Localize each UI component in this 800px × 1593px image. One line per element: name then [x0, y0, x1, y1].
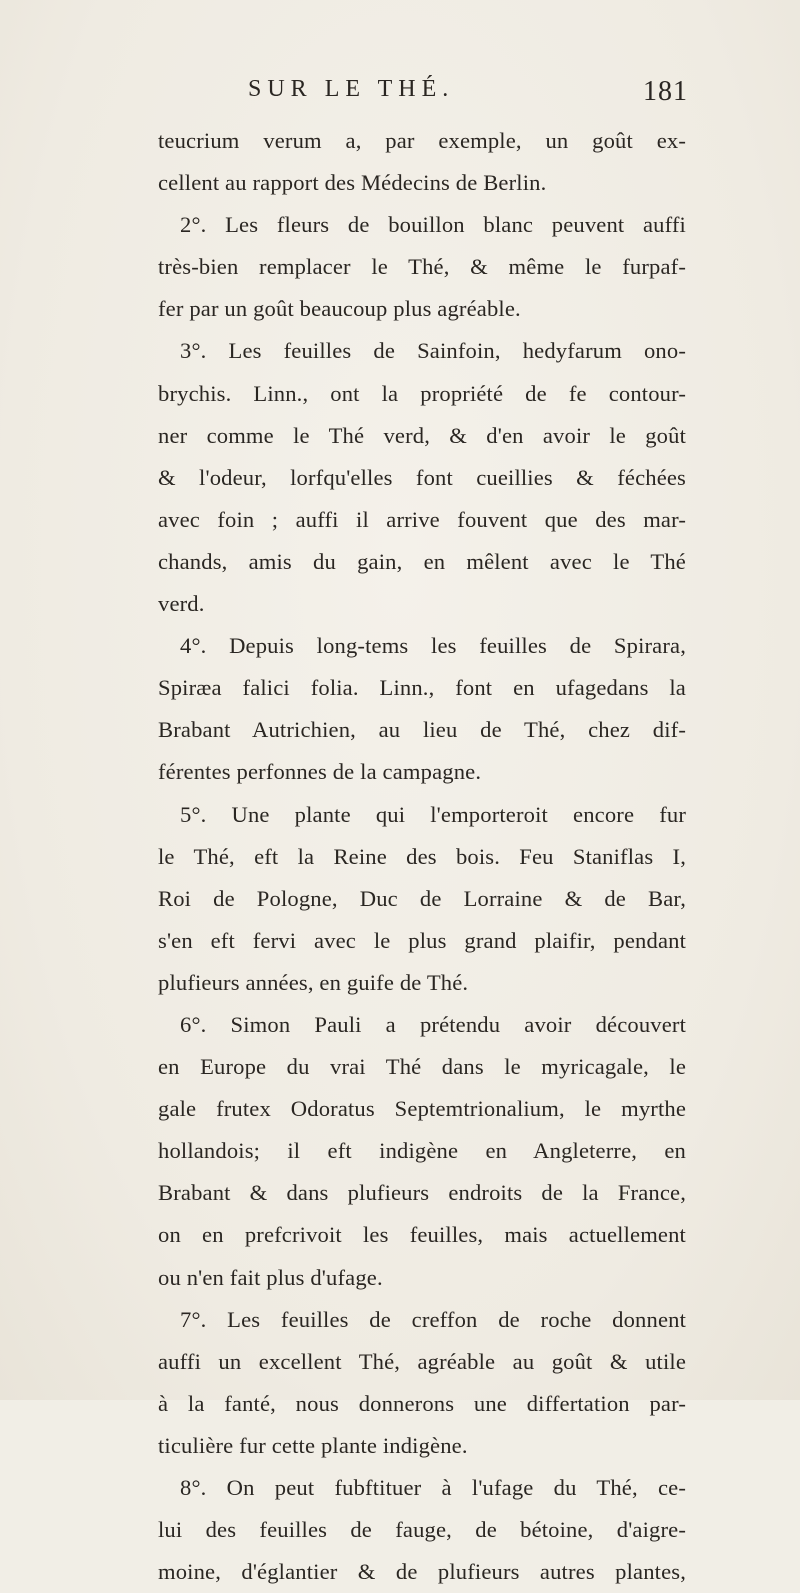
body-text: [158, 120, 686, 1593]
text-line: le Thé, eft la Reine des bois. Feu Staniflas I,: [158, 843, 686, 869]
text-line: Spiræa falici folia. Linn., font en ufagedans la: [158, 675, 686, 701]
text-line: moine, d'églantier & de plufieurs autres plantes,: [158, 1559, 686, 1585]
text-line: 2°. Les fleurs de bouillon blanc peuvent auffi: [180, 212, 686, 238]
text-line: gale frutex Odoratus Septemtrionalium, le myrthe: [158, 1096, 686, 1122]
text-line: 5°. Une plante qui l'emporteroit encore fur: [180, 801, 686, 827]
text-line: cellent au rapport des Médecins de Berlin.: [158, 170, 547, 196]
text-line: & l'odeur, lorfqu'elles font cueillies & féchées: [158, 464, 686, 490]
text-line: Brabant & dans plufieurs endroits de la France,: [158, 1180, 686, 1206]
text-line: férentes perfonnes de la campagne.: [158, 759, 482, 785]
text-line: 6°. Simon Pauli a prétendu avoir découvert: [180, 1011, 686, 1037]
text-line: chands, amis du gain, en mêlent avec le Thé: [158, 548, 686, 574]
text-line: s'en eft fervi avec le plus grand plaifir, pendant: [158, 927, 686, 953]
text-line: très-bien remplacer le Thé, & même le furpaf-: [158, 254, 686, 280]
text-line: on en prefcrivoit les feuilles, mais actuellement: [158, 1222, 686, 1248]
text-line: verd.: [158, 591, 205, 617]
text-line: 3°. Les feuilles de Sainfoin, hedyfarum ono-: [180, 338, 686, 364]
text-line: fer par un goût beaucoup plus agréable.: [158, 296, 521, 322]
text-line: auffi un excellent Thé, agréable au goût & utile: [158, 1348, 686, 1374]
text-line: en Europe du vrai Thé dans le myricagale, le: [158, 1054, 686, 1080]
text-line: 7°. Les feuilles de creffon de roche donnent: [180, 1306, 686, 1332]
text-line: 8°. On peut fubftituer à l'ufage du Thé, ce-: [180, 1475, 686, 1500]
page-header: [248, 76, 688, 116]
text-line: teucrium verum a, par exemple, un goût ex-: [158, 128, 686, 153]
running-head: SUR LE THÉ.: [248, 76, 455, 102]
text-line: hollandois; il eft indigène en Angleterre, en: [158, 1138, 686, 1164]
page-number: 181: [643, 76, 688, 107]
text-line: ner comme le Thé verd, & d'en avoir le goût: [158, 422, 686, 448]
text-line: ticulière fur cette plante indigène.: [158, 1432, 468, 1458]
text-line: brychis. Linn., ont la propriété de fe contour-: [158, 380, 686, 406]
text-line: 4°. Depuis long-tems les feuilles de Spirara,: [180, 633, 686, 659]
text-line: ou n'en fait plus d'ufage.: [158, 1264, 383, 1290]
text-line: Brabant Autrichien, au lieu de Thé, chez dif-: [158, 717, 686, 743]
text-line: Roi de Pologne, Duc de Lorraine & de Bar,: [158, 885, 686, 911]
text-line: lui des feuilles de fauge, de bétoine, d'aigre-: [158, 1517, 686, 1543]
text-line: plufieurs années, en guife de Thé.: [158, 969, 469, 995]
text-line: à la fanté, nous donnerons une differtation par-: [158, 1390, 686, 1416]
text-line: avec foin ; auffi il arrive fouvent que des mar-: [158, 506, 686, 532]
